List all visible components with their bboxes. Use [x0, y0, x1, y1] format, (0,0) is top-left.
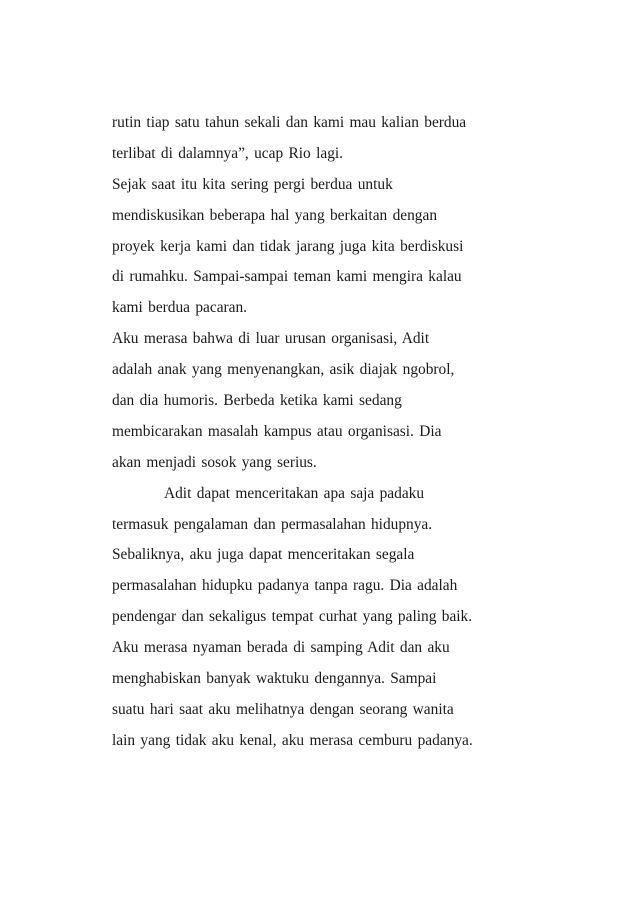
text-line: di rumahku. Sampai-sampai teman kami mengira kalau [112, 268, 462, 286]
text-line: Adit dapat menceritakan apa saja padaku [164, 484, 425, 502]
text-line: termasuk pengalaman dan permasalahan hidupnya. [112, 515, 433, 533]
text-line: adalah anak yang menyenangkan, asik diajak ngobrol, [112, 361, 455, 379]
text-line: Aku merasa nyaman berada di samping Adit dan aku [112, 639, 450, 657]
text-line: pendengar dan sekaligus tempat curhat yang paling baik. [112, 608, 473, 626]
text-line: dan dia humoris. Berbeda ketika kami sedang [112, 392, 402, 410]
body-text [112, 108, 532, 757]
text-line: rutin tiap satu tahun sekali dan kami mau kalian berdua [112, 114, 467, 131]
text-line: terlibat di dalamnya”, ucap Rio lagi. [112, 144, 344, 162]
text-line: Sebaliknya, aku juga dapat menceritakan segala [112, 546, 415, 564]
text-line: akan menjadi sosok yang serius. [112, 453, 317, 471]
text-line: permasalahan hidupku padanya tanpa ragu. Dia adalah [112, 577, 458, 595]
text-line: lain yang tidak aku kenal, aku merasa cemburu padanya. [112, 731, 473, 749]
text-line: suatu hari saat aku melihatnya dengan seorang wanita [112, 700, 454, 718]
text-line: Aku merasa bahwa di luar urusan organisasi, Adit [112, 330, 430, 348]
text-line: kami berdua pacaran. [112, 299, 248, 317]
text-line: membicarakan masalah kampus atau organisasi. Dia [112, 422, 442, 440]
text-line: Sejak saat itu kita sering pergi berdua untuk [112, 175, 393, 193]
text-line: mendiskusikan beberapa hal yang berkaitan dengan [112, 206, 438, 224]
text-line: menghabiskan banyak waktuku dengannya. Sampai [112, 670, 437, 688]
text-line: proyek kerja kami dan tidak jarang juga kita berdiskusi [112, 237, 464, 255]
